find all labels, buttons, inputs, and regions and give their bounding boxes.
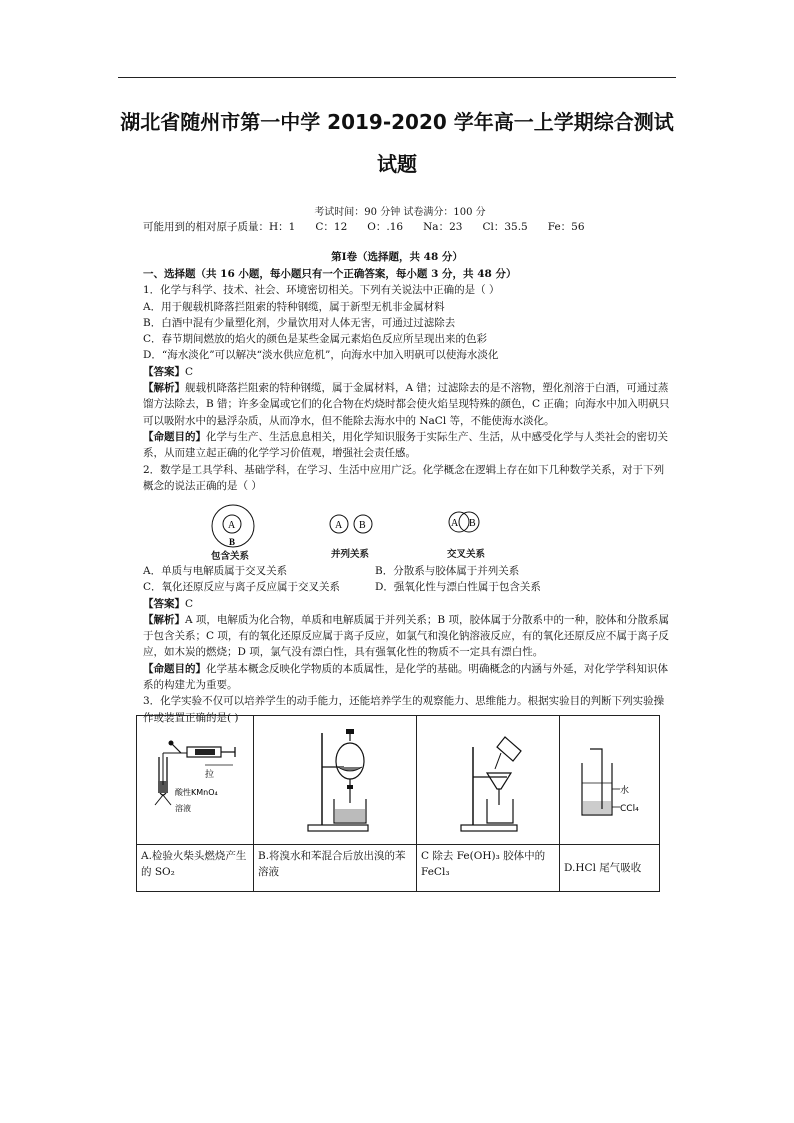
top-rule <box>118 77 676 78</box>
exam-info: 考试时间：90 分钟 试卷满分：100 分 <box>314 207 486 218</box>
ccl4-label: CCl₄ <box>620 804 639 814</box>
page-title-line2: 试题 <box>377 152 417 176</box>
contain-label-b: B <box>229 537 236 547</box>
q1-purpose: 【命题目的】化学与生产、生活息息相关，用化学知识服务于实际生产、生活，从中感受化学与人类社会的密切关系，从而建立起正确的化学学习价值观，增强社会责任感。 <box>143 430 668 460</box>
option-d-caption: D.HCl 尾气吸收 <box>560 845 660 892</box>
solution-label: 溶液 <box>175 804 191 813</box>
figure-c-cell <box>417 716 560 845</box>
q3-stem: 3．化学实验不仅可以培养学生的动手能力，还能培养学生的观察能力、思维能力。根据实验目的判断下列实验操作或装置正确的是( ) <box>143 695 665 724</box>
figure-b-apparatus <box>258 719 412 841</box>
option-a-caption: A.检验火柴头燃烧产生的 SO₂ <box>137 845 254 892</box>
q2-answer: 【答案】C <box>143 597 194 610</box>
q2-options-row1: A．单质与电解质属于交叉关系 B．分散系与胶体属于并列关系 <box>143 565 520 577</box>
parallel-label-a: A <box>335 520 343 531</box>
q2-analysis: 【解析】A 项，电解质为化合物，单质和电解质属于并列关系；B 项，胶体属于分散系中的一种，胶体和分散系属于包含关系；C 项，有的氧化还原反应属于离子反应，如氯气和溴化钠溶液反应，有的氧化还原反应不属于离子反应，如木炭的燃烧；D 项，氯气没有漂白性，具有强氧化性的物质不一定具有漂白性。 <box>143 613 669 659</box>
q1-option-c: C．春节期间燃放的焰火的颜色是某些金属元素焰色反应所呈现出来的色彩 <box>143 333 488 346</box>
figure-a-apparatus <box>141 719 249 841</box>
pull-label: 拉 <box>205 770 215 780</box>
q2-options-row2: C．氧化还原反应与离子反应属于交叉关系 D．强氧化性与漂白性属于包含关系 <box>143 581 541 594</box>
q1-stem: 1．化学与科学、技术、社会、环境密切相关。下列有关说法中正确的是（ ） <box>143 284 500 297</box>
parallel-caption: 并列关系 <box>331 549 370 560</box>
relation-diagrams <box>185 504 525 562</box>
cross-label-a: A <box>451 518 459 529</box>
option-b-caption: B.将溴水和苯混合后放出溴的苯溶液 <box>254 845 417 892</box>
contain-label-a: A <box>228 520 236 531</box>
figure-d-cell <box>560 716 660 845</box>
water-label: 水 <box>620 786 630 796</box>
option-c-caption: C 除去 Fe(OH)₃ 胶体中的 FeCl₃ <box>417 845 560 892</box>
parallel-label-b: B <box>359 520 366 531</box>
q1-answer: 【答案】C <box>143 365 194 378</box>
page-title: 湖北省随州市第一中学 2019-2020 学年高一上学期综合测试 <box>120 110 674 134</box>
question-block-1 <box>143 266 671 494</box>
question-block-2 <box>143 563 671 726</box>
section-heading: 一、选择题（共 16 小题，每小题只有一个正确答案，每小题 3 分，共 48 分） <box>143 268 517 280</box>
q1-option-a: A．用于舰载机降落拦阻索的特种钢缆，属于新型无机非金属材料 <box>143 300 445 313</box>
figure-c-apparatus <box>421 719 555 841</box>
q2-stem: 2．数学是工具学科、基础学科，在学习、生活中应用广泛。化学概念在逻辑上存在如下几种数学关系，对于下列概念的说法正确的是（ ） <box>143 463 665 492</box>
experiment-table <box>136 715 660 892</box>
contain-caption: 包含关系 <box>211 551 250 562</box>
figure-a-cell <box>137 716 254 845</box>
figure-b-cell <box>254 716 417 845</box>
kmno4-label: 酸性KMnO₄ <box>175 788 218 797</box>
q1-option-d: D．“海水淡化”可以解决“淡水供应危机”，向海水中加入明矾可以使海水淡化 <box>143 349 499 362</box>
q1-option-b: B．白酒中混有少量塑化剂，少量饮用对人体无害，可通过过滤除去 <box>143 316 456 329</box>
section-title: 第Ⅰ卷（选择题，共 48 分） <box>331 251 463 263</box>
figure-d-apparatus <box>564 719 655 841</box>
atomic-masses: 可能用到的相对原子质量：H：1 C：12 O：.16 Na：23 Cl：35.5 Fe：56 <box>143 221 585 233</box>
q2-purpose: 【命题目的】化学基本概念反映化学物质的本质属性，是化学的基础。明确概念的内涵与外延，对化学学科知识体系的构建尤为重要。 <box>143 662 668 692</box>
q1-analysis: 【解析】舰载机降落拦阻索的特种钢缆，属于金属材料，A 错；过滤除去的是不溶物，塑化剂溶于白酒，可通过蒸馏方法除去，B 错；许多金属或它们的化合物在灼烧时都会使火焰呈现特殊的颜色，C 正确；向海水中加入明矾只可以吸附水中的悬浮杂质，从而净水，但不能除去海水中的 NaCl 等，不能使海水淡化。 <box>143 382 670 427</box>
cross-label-b: B <box>469 518 476 529</box>
cross-caption: 交叉关系 <box>447 549 486 560</box>
